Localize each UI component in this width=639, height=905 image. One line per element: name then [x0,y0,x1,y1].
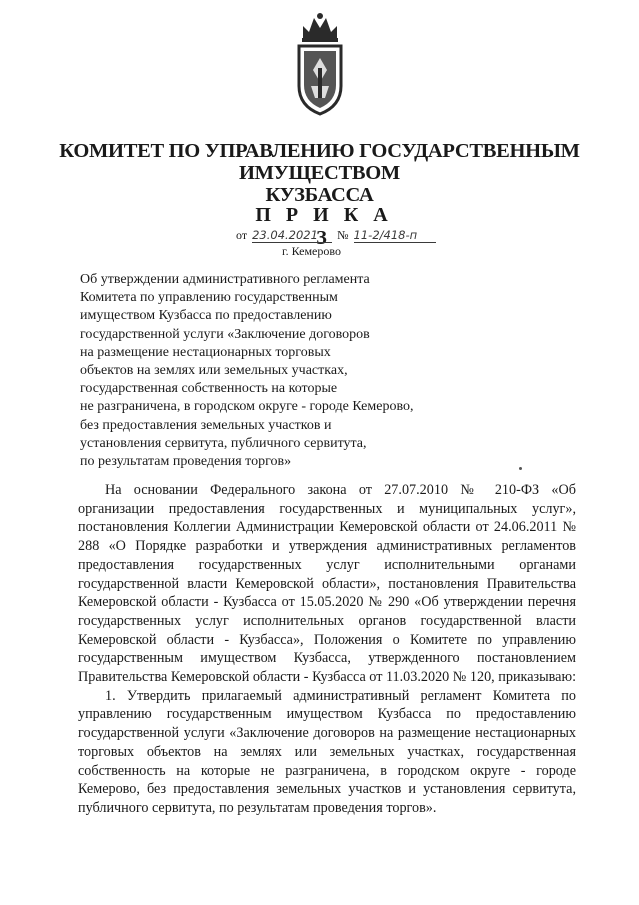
subject-line: Комитета по управлению государственным [80,290,338,306]
city-label: г. Кемерово [282,244,341,258]
order-subject [80,271,480,471]
scan-speck [519,467,522,470]
preamble-paragraph: На основании Федерального закона от 27.07.2010 № 210-ФЗ «Об организации предоставления государственных и муниципальных услуг», постановления Коллегии Администрации Кемеровской области от 24.06.2011 № 288 «О Порядке разработки и утверждения административных регламентов предоставления государственных услуг исполнительными органами государственной власти Кемеровской области», постановления Правительства Кемеровской области - Кузбасса от 15.05.2020 № 290 «Об утверждении перечня государственных услуг исполнительных органов государственной власти Кемеровской области - Кузбасса», Положения о Комитете по управлению государственным имуществом Кузбасса, утвержденного постановлением Правительства Кемеровской области - Кузбасса от 11.03.2020 № 120, приказываю: [78,482,577,686]
item-1-paragraph: 1. Утвердить прилагаемый административный регламент Комитета по управлению государственным имуществом Кузбасса по предоставлению государственной услуги «Заключение договоров на размещение нестационарных торговых объектов на землях или земельных участках, государственная собственность на которые не разграничена, в городском округе - городе Кемерово, без предоставления земельных участков и установления сервитута, публичного сервитута, по результатам проведения торгов». [78,687,576,816]
handwritten-number: 11-2/418-п [354,228,436,243]
subject-line: установления сервитута, публичного сервитута, [80,435,367,451]
document-type-title: П Р И К А З [255,204,393,249]
subject-line: не разграничена, в городском округе - городе Кемерово, [80,399,414,415]
order-date-number [236,226,436,244]
organization-title-line: КОМИТЕТ ПО УПРАВЛЕНИЮ ГОСУДАРСТВЕННЫМ ИМУЩЕСТВОМ [59,140,580,184]
handwritten-date: 23.04.2021 [252,228,332,243]
subject-line: по результатам проведения торгов» [80,454,292,470]
organization-title [0,140,639,206]
subject-line: Об утверждении административного регламента [80,272,370,287]
number-sign: № [337,228,349,242]
subject-line: имуществом Кузбасса по предоставлению [80,308,332,324]
date-prefix: от [236,228,248,242]
organization-title-line: КУЗБАССА [265,184,374,206]
order-body [78,481,576,818]
subject-line: объектов на землях или земельных участках, [80,363,348,379]
subject-line: государственная собственность на которые [80,381,338,397]
kuzbass-coat-of-arms-icon [289,8,351,118]
subject-line: государственной услуги «Заключение договоров [80,326,370,342]
subject-line: без предоставления земельных участков и [80,417,332,433]
subject-line: на размещение нестационарных торговых [80,344,331,360]
